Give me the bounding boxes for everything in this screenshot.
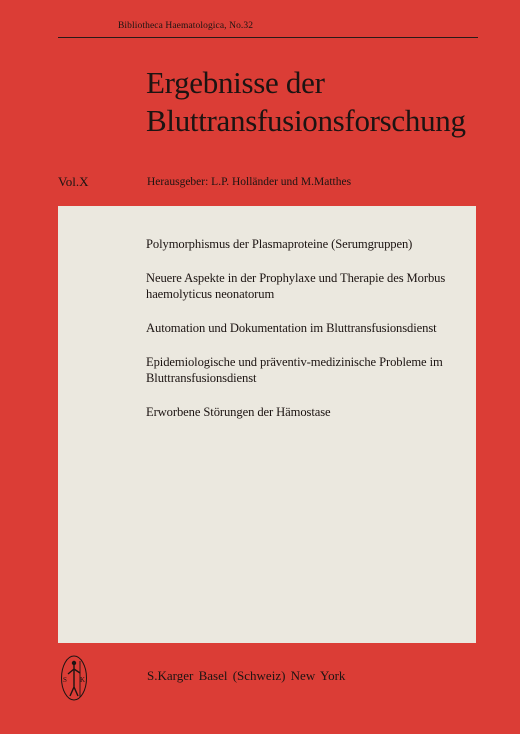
top-rule bbox=[58, 37, 478, 38]
topic-item: Automation und Dokumentation im Bluttransfusionsdienst bbox=[146, 321, 437, 335]
editors-line: Herausgeber: L.P. Holländer und M.Matthes bbox=[147, 176, 352, 188]
title-line-1: Ergebnisse der bbox=[146, 65, 325, 100]
topic-item: Polymorphismus der Plasmaproteine (Serumgruppen) bbox=[146, 237, 413, 251]
topics-list bbox=[146, 236, 476, 438]
title-line-2: Bluttransfusionsforschung bbox=[146, 103, 466, 138]
karger-logo-icon bbox=[58, 652, 90, 704]
logo-figure-head bbox=[72, 661, 76, 665]
topic-item: Neuere Aspekte in der Prophylaxe und Therapie des Morbus haemolyticus neonatorum bbox=[146, 271, 446, 301]
book-title bbox=[146, 64, 466, 140]
topic-item: Erworbene Störungen der Hämostase bbox=[146, 405, 331, 419]
logo-letter-s: S bbox=[63, 676, 67, 684]
volume-number: Vol.X bbox=[58, 174, 89, 189]
contents-panel bbox=[58, 206, 476, 643]
series-label: Bibliotheca Haematologica, No.32 bbox=[118, 21, 254, 31]
logo-letter-k: K bbox=[80, 676, 86, 684]
publisher-line: S.Karger Basel (Schweiz) New York bbox=[147, 668, 346, 683]
logo-figure-body bbox=[68, 665, 80, 696]
topic-item: Epidemiologische und präventiv-medizinische Probleme im Bluttransfusionsdienst bbox=[146, 355, 443, 385]
